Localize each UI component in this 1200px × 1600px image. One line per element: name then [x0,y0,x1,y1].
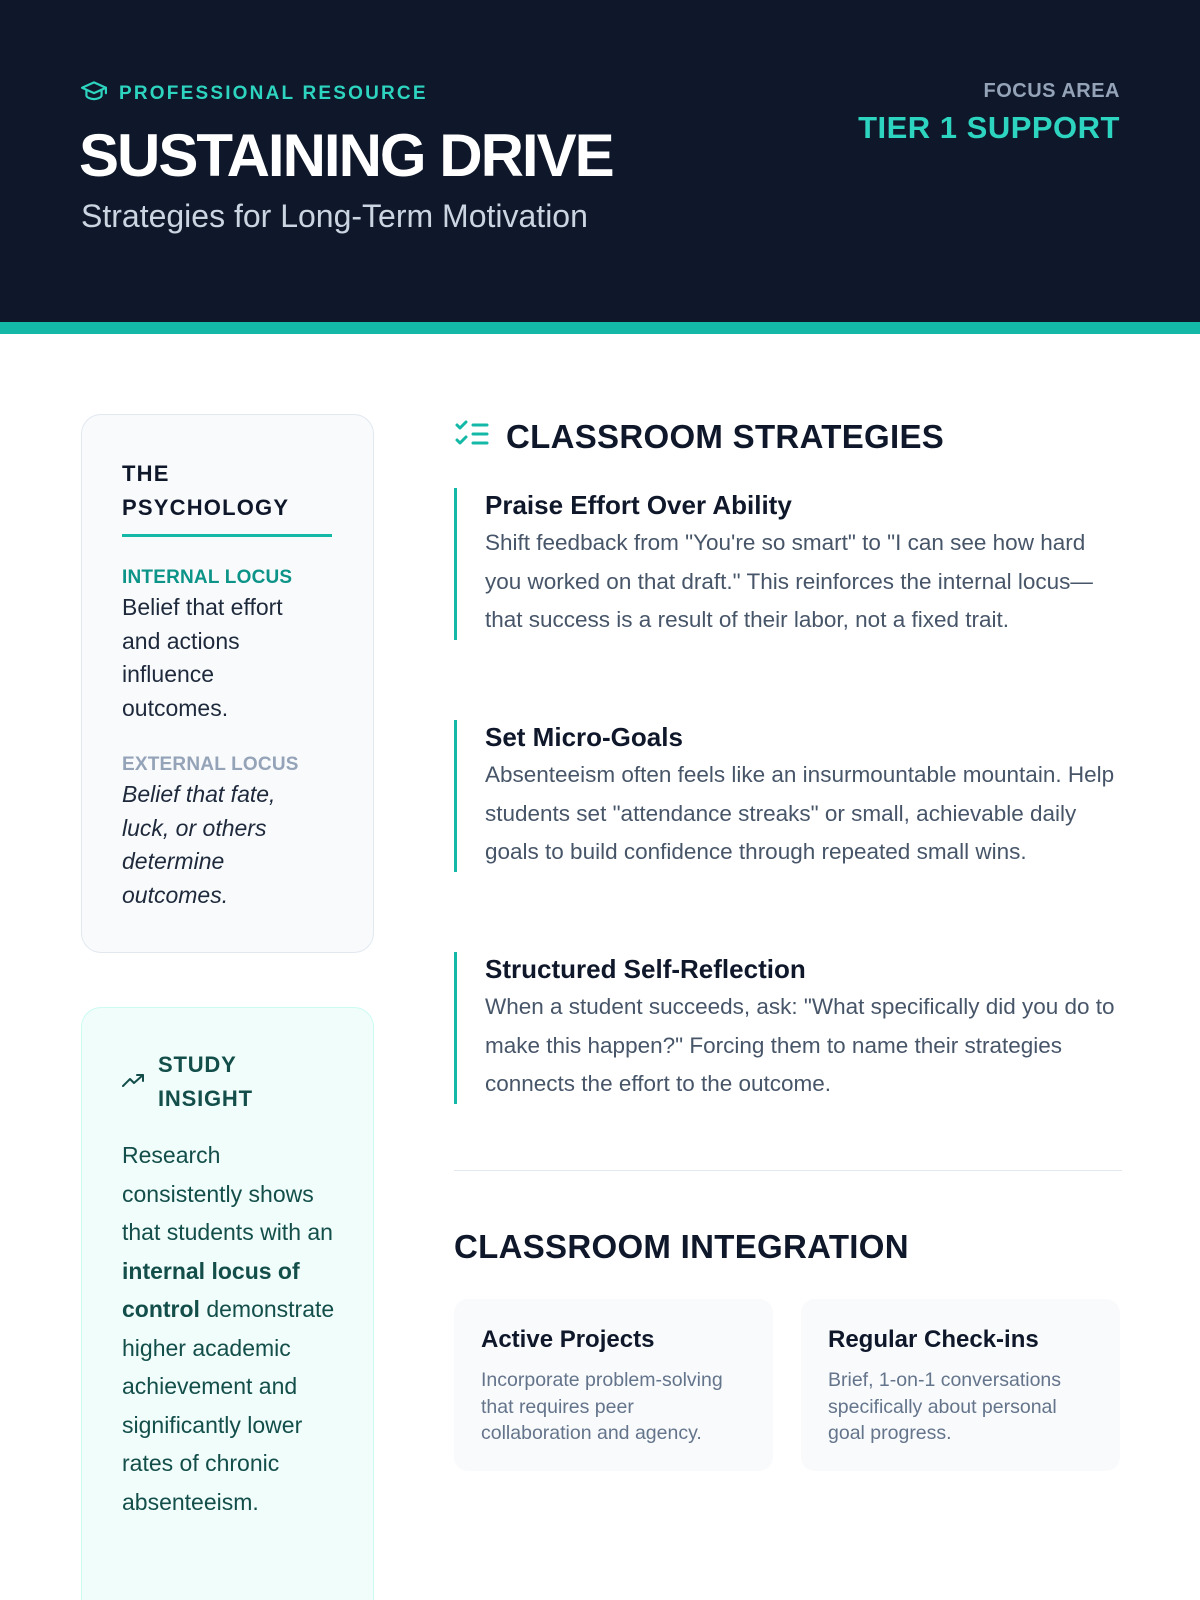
strategies-title: CLASSROOM STRATEGIES [506,418,945,455]
integration-card [454,1299,773,1471]
strategy-text: When a student succeeds, ask: "What specifically did you do to make this happen?" Forcing them to name their strategies connects the effort to the outcome. [485,994,1115,1096]
graduation-cap-icon [81,80,107,107]
insight-text-emphasis: internal locus of control [122,1257,300,1322]
internal-locus-text: Belief that effort and actions influence outcomes. [122,594,283,721]
strategy-text: Absenteeism often feels like an insurmountable mountain. Help students set "attendance streaks" or small, achievable daily goals to build confidence through repeated small wins. [485,762,1115,864]
internal-locus-label: INTERNAL LOCUS [122,567,293,588]
integration-card [801,1299,1120,1471]
integration-card-title: Active Projects [481,1326,655,1353]
checklist-icon [454,419,490,456]
header-banner [0,0,1200,322]
study-insight-header [122,1048,278,1116]
strategy-title: Set Micro-Goals [485,722,683,752]
strategy-item [454,720,1122,872]
page-subtitle: Strategies for Long-Term Motivation [81,198,588,234]
strategy-text: Shift feedback from "You're so smart" to "I can see how hard you worked on that draft." This reinforces the internal locus—that success is a result of their labor, not a fixed trait. [485,530,1093,632]
psychology-card [81,414,374,953]
focus-area-label: FOCUS AREA [983,80,1120,102]
study-insight-text [122,1136,337,1521]
strategy-title: Structured Self-Reflection [485,954,806,984]
insight-text-part: Research consistently shows that students with an [122,1142,333,1245]
trending-up-icon [122,1072,146,1093]
focus-area-value: TIER 1 SUPPORT [858,110,1120,145]
insight-text-part: demonstrate higher academic achievement and significantly lower rates of chronic absenteeism. [122,1296,335,1515]
strategy-item [454,952,1122,1104]
integration-card-title: Regular Check-ins [828,1326,1039,1353]
psychology-title: THE PSYCHOLOGY [122,461,290,520]
page-title: SUSTAINING DRIVE [79,122,613,189]
psychology-divider [122,534,332,537]
section-divider [454,1170,1122,1171]
eyebrow-label: PROFESSIONAL RESOURCE [119,82,428,104]
study-insight-title: STUDY INSIGHT [158,1052,253,1111]
strategies-header [454,418,944,456]
eyebrow [81,80,428,107]
external-locus-label: EXTERNAL LOCUS [122,754,299,775]
integration-title: CLASSROOM INTEGRATION [454,1228,909,1265]
strategy-title: Praise Effort Over Ability [485,490,792,520]
integration-card-text: Brief, 1-on-1 conversations specifically about personal goal progress. [828,1369,1062,1444]
integration-card-text: Incorporate problem-solving that requires peer collaboration and agency. [481,1369,723,1444]
study-insight-card [81,1007,374,1600]
header-accent-stripe [0,322,1200,334]
external-locus-text: Belief that fate, luck, or others determine outcomes. [122,781,276,908]
strategy-item [454,488,1122,640]
